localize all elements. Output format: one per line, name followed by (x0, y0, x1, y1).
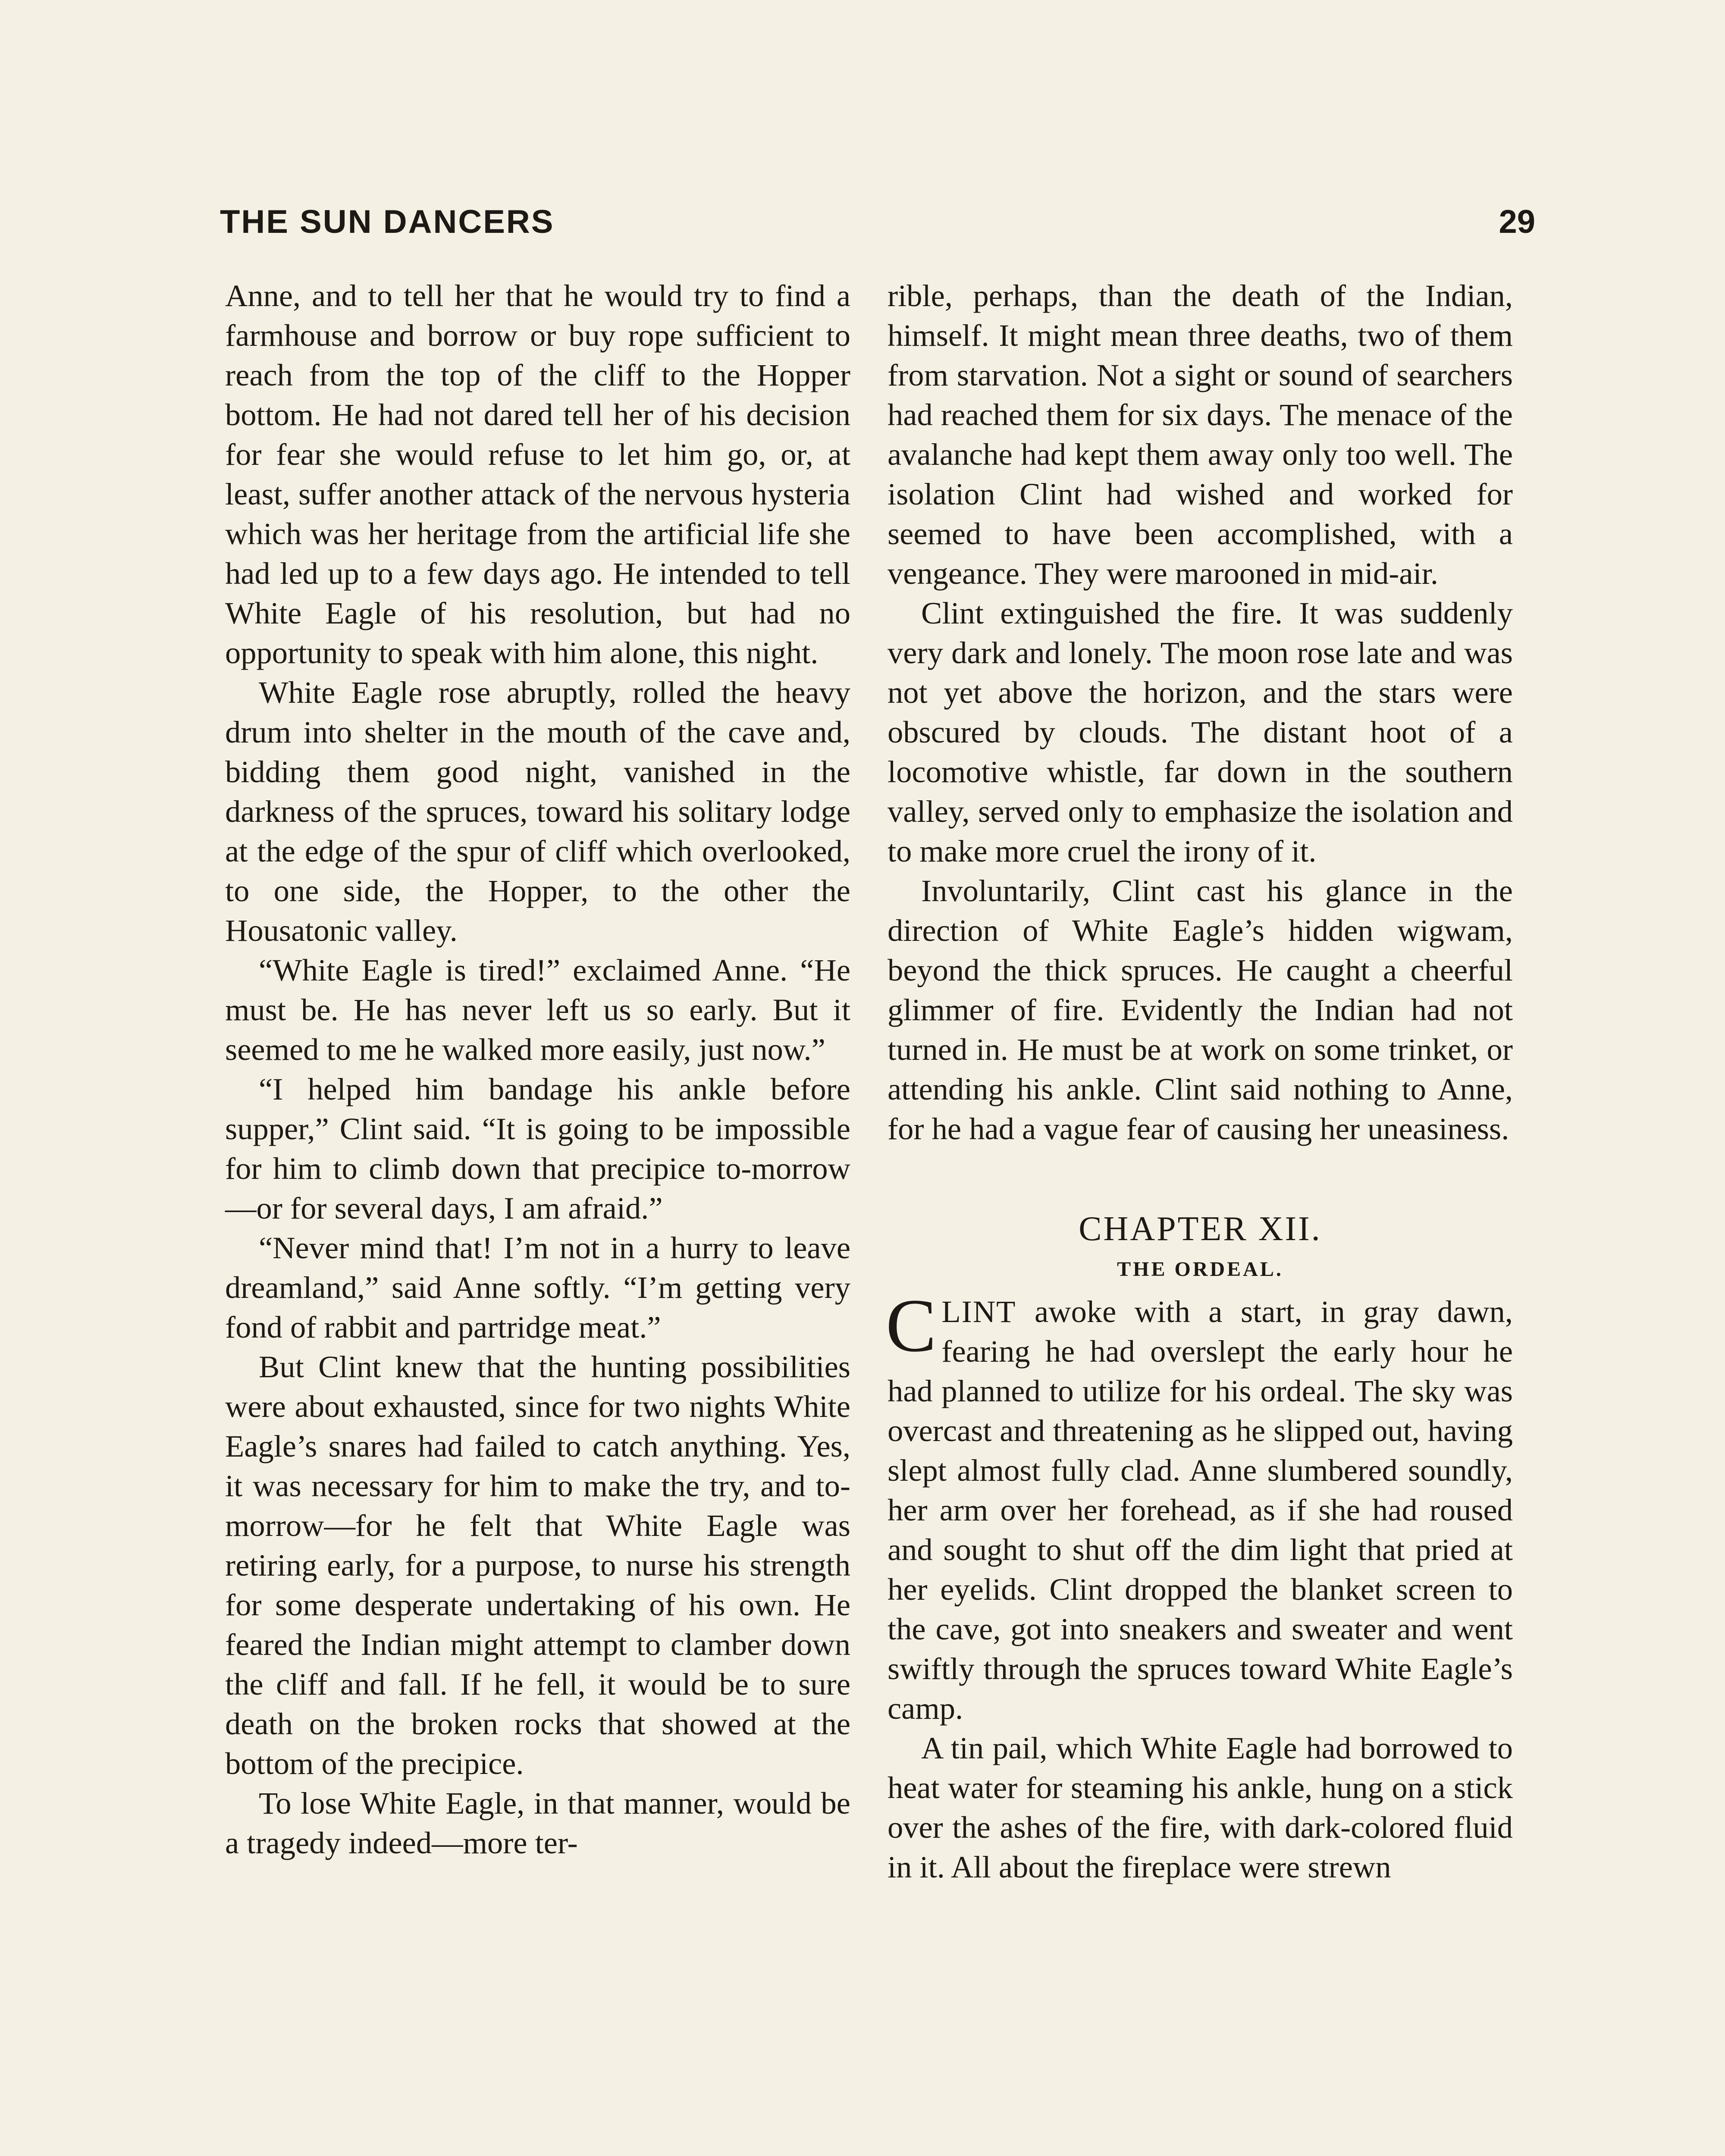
running-title: THE SUN DANCERS (220, 204, 555, 240)
page-header (220, 196, 1535, 248)
chapter-opening-paragraph (886, 1284, 1513, 1728)
paragraph: rible, perhaps, than the death of the Indian, himself. It might mean three deaths, two of them from starvation. Not a sight or sound of searchers had reached them for six days. The menace of the avalanche had kept them away only too well. The isolation Clint had wished and worked for seemed to have been accomplished, with a vengeance. They were marooned in mid-air. (888, 278, 1513, 591)
paragraph: Involuntarily, Clint cast his glance in the direction of White Eagle’s hidden wigwam, beyond the thick spruces. He caught a cheerful glimmer of fire. Evidently the Indian had not turned in. He must be at work on some trinket, or attending his ankle. Clint said nothing to Anne, for he had a vague fear of causing her uneasiness. (888, 873, 1513, 1146)
page-number: 29 (1499, 204, 1535, 240)
paragraph-text: awoke with a start, in gray dawn, fearing he had overslept the early hour he had planned to utilize for his ordeal. The sky was overcast and threatening as he slipped out, having slept almost fully clad. Anne slumbered soundly, her arm over her forehead, as if she had roused and sought to shut off the dim light that pried at her eyelids. Clint dropped the blanket screen to the cave, got into sneakers and sweater and went swiftly through the spruces toward White Eagle’s camp. (888, 1294, 1513, 1726)
right-column (888, 276, 1513, 1887)
left-column (225, 276, 850, 1863)
paragraph: Clint extinguished the fire. It was suddenly very dark and lonely. The moon rose late and was not yet above the horizon, and the stars were obscured by clouds. The distant hoot of a locomotive whistle, far down in the southern valley, served only to emphasize the isolation and to make more cruel the irony of it. (888, 595, 1513, 868)
chapter-subtitle: THE ORDEAL. (1117, 1258, 1283, 1281)
paragraph: White Eagle rose abruptly, rolled the heavy drum into shelter in the mouth of the cave and, bidding them good night, vanished in the darkness of the spruces, toward his solitary lodge at the edge of the spur of cliff which overlooked, to one side, the Hopper, to the other the Housatonic valley. (225, 675, 850, 948)
paragraph: But Clint knew that the hunting possibilities were about exhausted, since for two nights White Eagle’s snares had failed to catch anything. Yes, it was necessary for him to make the try, and to-morrow—for he felt that White Eagle was retiring early, for a purpose, to nurse his strength for some desperate undertaking of his own. He feared the Indian might attempt to clamber down the cliff and fall. If he fell, it would be to sure death on the broken rocks that showed at the bottom of the precipice. (225, 1349, 850, 1781)
drop-cap: C (886, 1284, 937, 1368)
paragraph: “White Eagle is tired!” exclaimed Anne. “He must be. He has never left us so early. But it seemed to me he walked more easily, just now.” (225, 953, 850, 1067)
chapter-heading: CHAPTER XII. (1079, 1210, 1322, 1248)
opening-word: LINT (941, 1294, 1016, 1329)
paragraph: “I helped him bandage his ankle before supper,” Clint said. “It is going to be impossible for him to climb down that precipice to-morrow—or for several days, I am afraid.” (225, 1072, 850, 1225)
paragraph: To lose White Eagle, in that manner, would be a tragedy indeed—more ter- (225, 1786, 850, 1860)
paragraph: Anne, and to tell her that he would try to find a farmhouse and borrow or buy rope sufficient to reach from the top of the cliff to the Hopper bottom. He had not dared tell her of his decision for fear she would refuse to let him go, or, at least, suffer another attack of the nervous hysteria which was her heritage from the artificial life she had led up to a few days ago. He intended to tell White Eagle of his resolution, but had no opportunity to speak with him alone, this night. (225, 278, 850, 670)
paragraph: A tin pail, which White Eagle had borrowed to heat water for steaming his ankle, hung on a stick over the ashes of the fire, with dark-colored fluid in it. All about the fireplace were strewn (888, 1730, 1513, 1884)
paragraph: “Never mind that! I’m not in a hurry to leave dreamland,” said Anne softly. “I’m getting very fond of rabbit and partridge meat.” (225, 1230, 850, 1344)
